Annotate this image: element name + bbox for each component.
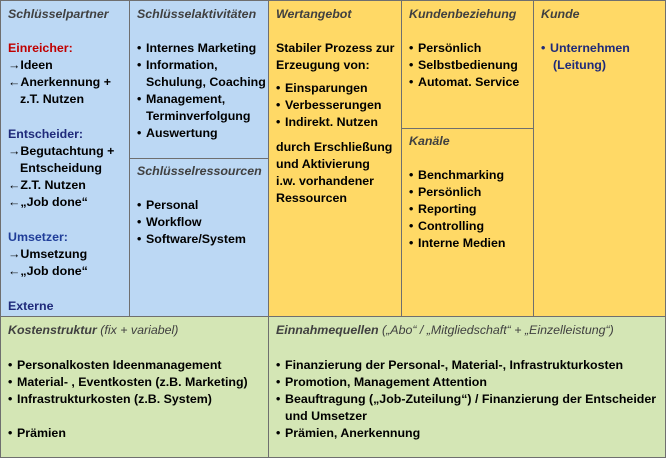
resource-item: • Software/System [137, 231, 246, 248]
revenue-item: • Prämien, Anerkennung [276, 425, 656, 442]
activity-item: • Management, [137, 91, 266, 108]
value-proposition-title: Wertangebot [276, 7, 352, 21]
einreicher-line: →Ideen [8, 58, 53, 72]
relationship-item: • Automat. Service [409, 74, 519, 91]
resource-item: • Workflow [137, 214, 246, 231]
resource-item: • Personal [137, 197, 246, 214]
value-outro: Ressourcen [276, 191, 347, 205]
value-outro: i.w. vorhandener [276, 174, 374, 188]
revenue-streams-title-text: Einnahmequellen [276, 323, 379, 337]
activity-item: Schulung, Coaching [146, 75, 266, 89]
channel-item: • Controlling [409, 218, 505, 235]
entscheider-label: Entscheider: [8, 127, 84, 141]
key-resources-title: Schlüsselressourcen [137, 164, 262, 178]
activity-item: • Information, [137, 57, 266, 74]
key-partners-cell [0, 0, 130, 317]
cost-structure-title-text: Kostenstruktur [8, 323, 97, 337]
revenue-item: und Umsetzer [285, 409, 367, 423]
value-item: • Einsparungen [276, 80, 381, 97]
channels-title: Kanäle [409, 134, 450, 148]
einreicher-line: z.T. Nutzen [20, 92, 85, 106]
key-activities-cell [129, 0, 269, 159]
channel-item: • Interne Medien [409, 235, 505, 252]
value-intro: Stabiler Prozess zur [276, 41, 395, 55]
customer-item: (Leitung) [553, 58, 606, 72]
channel-item: • Persönlich [409, 184, 505, 201]
channels-cell [401, 128, 534, 317]
entscheider-line: ←„Job done“ [8, 195, 88, 209]
revenue-item: • Promotion, Management Attention [276, 374, 656, 391]
value-item: • Indirekt. Nutzen [276, 114, 381, 131]
cost-item: • Material- , Eventkosten (z.B. Marketing) [8, 374, 248, 391]
umsetzer-line: ←„Job done“ [8, 264, 88, 278]
key-activities-title: Schlüsselaktivitäten [137, 7, 257, 21]
einreicher-label: Einreicher: [8, 41, 73, 55]
value-outro: durch Erschließung [276, 140, 393, 154]
revenue-streams-subtitle: („Abo“ / „Mitgliedschaft“ + „Einzelleistung“) [382, 323, 614, 337]
entscheider-line: Entscheidung [20, 161, 102, 175]
cost-structure-subtitle: (fix + variabel) [100, 323, 179, 337]
entscheider-line: ←Z.T. Nutzen [8, 178, 86, 192]
value-item: • Verbesserungen [276, 97, 381, 114]
umsetzer-label: Umsetzer: [8, 230, 68, 244]
activity-item: Terminverfolgung [146, 109, 251, 123]
activity-item: • Auswertung [137, 125, 266, 142]
customer-segment-cell [533, 0, 666, 317]
cost-item: • Prämien [8, 425, 248, 442]
externe-label: Externe [8, 299, 54, 313]
revenue-item: • Finanzierung der Personal-, Material-, Infrastrukturkosten [276, 357, 656, 374]
relationship-item: • Persönlich [409, 40, 519, 57]
key-resources-cell [129, 158, 269, 317]
activity-item: • Internes Marketing [137, 40, 266, 57]
umsetzer-line: →Umsetzung [8, 247, 88, 261]
revenue-streams-title [276, 322, 614, 339]
cost-item: • Personalkosten Ideenmanagement [8, 357, 248, 374]
cost-item: • Infrastrukturkosten (z.B. System) [8, 391, 248, 408]
cost-structure-cell [0, 316, 269, 458]
revenue-item: • Beauftragung („Job-Zuteilung“) / Finanzierung der Entscheider [276, 391, 656, 408]
customer-relationship-title: Kundenbeziehung [409, 7, 517, 21]
channel-item: • Benchmarking [409, 167, 505, 184]
entscheider-line: →Begutachtung + [8, 144, 115, 158]
value-proposition-cell [268, 0, 402, 317]
einreicher-line: ←Anerkennung + [8, 75, 111, 89]
channel-item: • Reporting [409, 201, 505, 218]
customer-item: • Unternehmen [541, 40, 630, 57]
value-outro: und Aktivierung [276, 157, 370, 171]
relationship-item: • Selbstbedienung [409, 57, 519, 74]
key-partners-title: Schlüsselpartner [8, 7, 109, 21]
value-intro: Erzeugung von: [276, 58, 370, 72]
customer-relationship-cell [401, 0, 534, 129]
customer-segment-title: Kunde [541, 7, 580, 21]
cost-structure-title [8, 322, 178, 339]
revenue-streams-cell [268, 316, 666, 458]
